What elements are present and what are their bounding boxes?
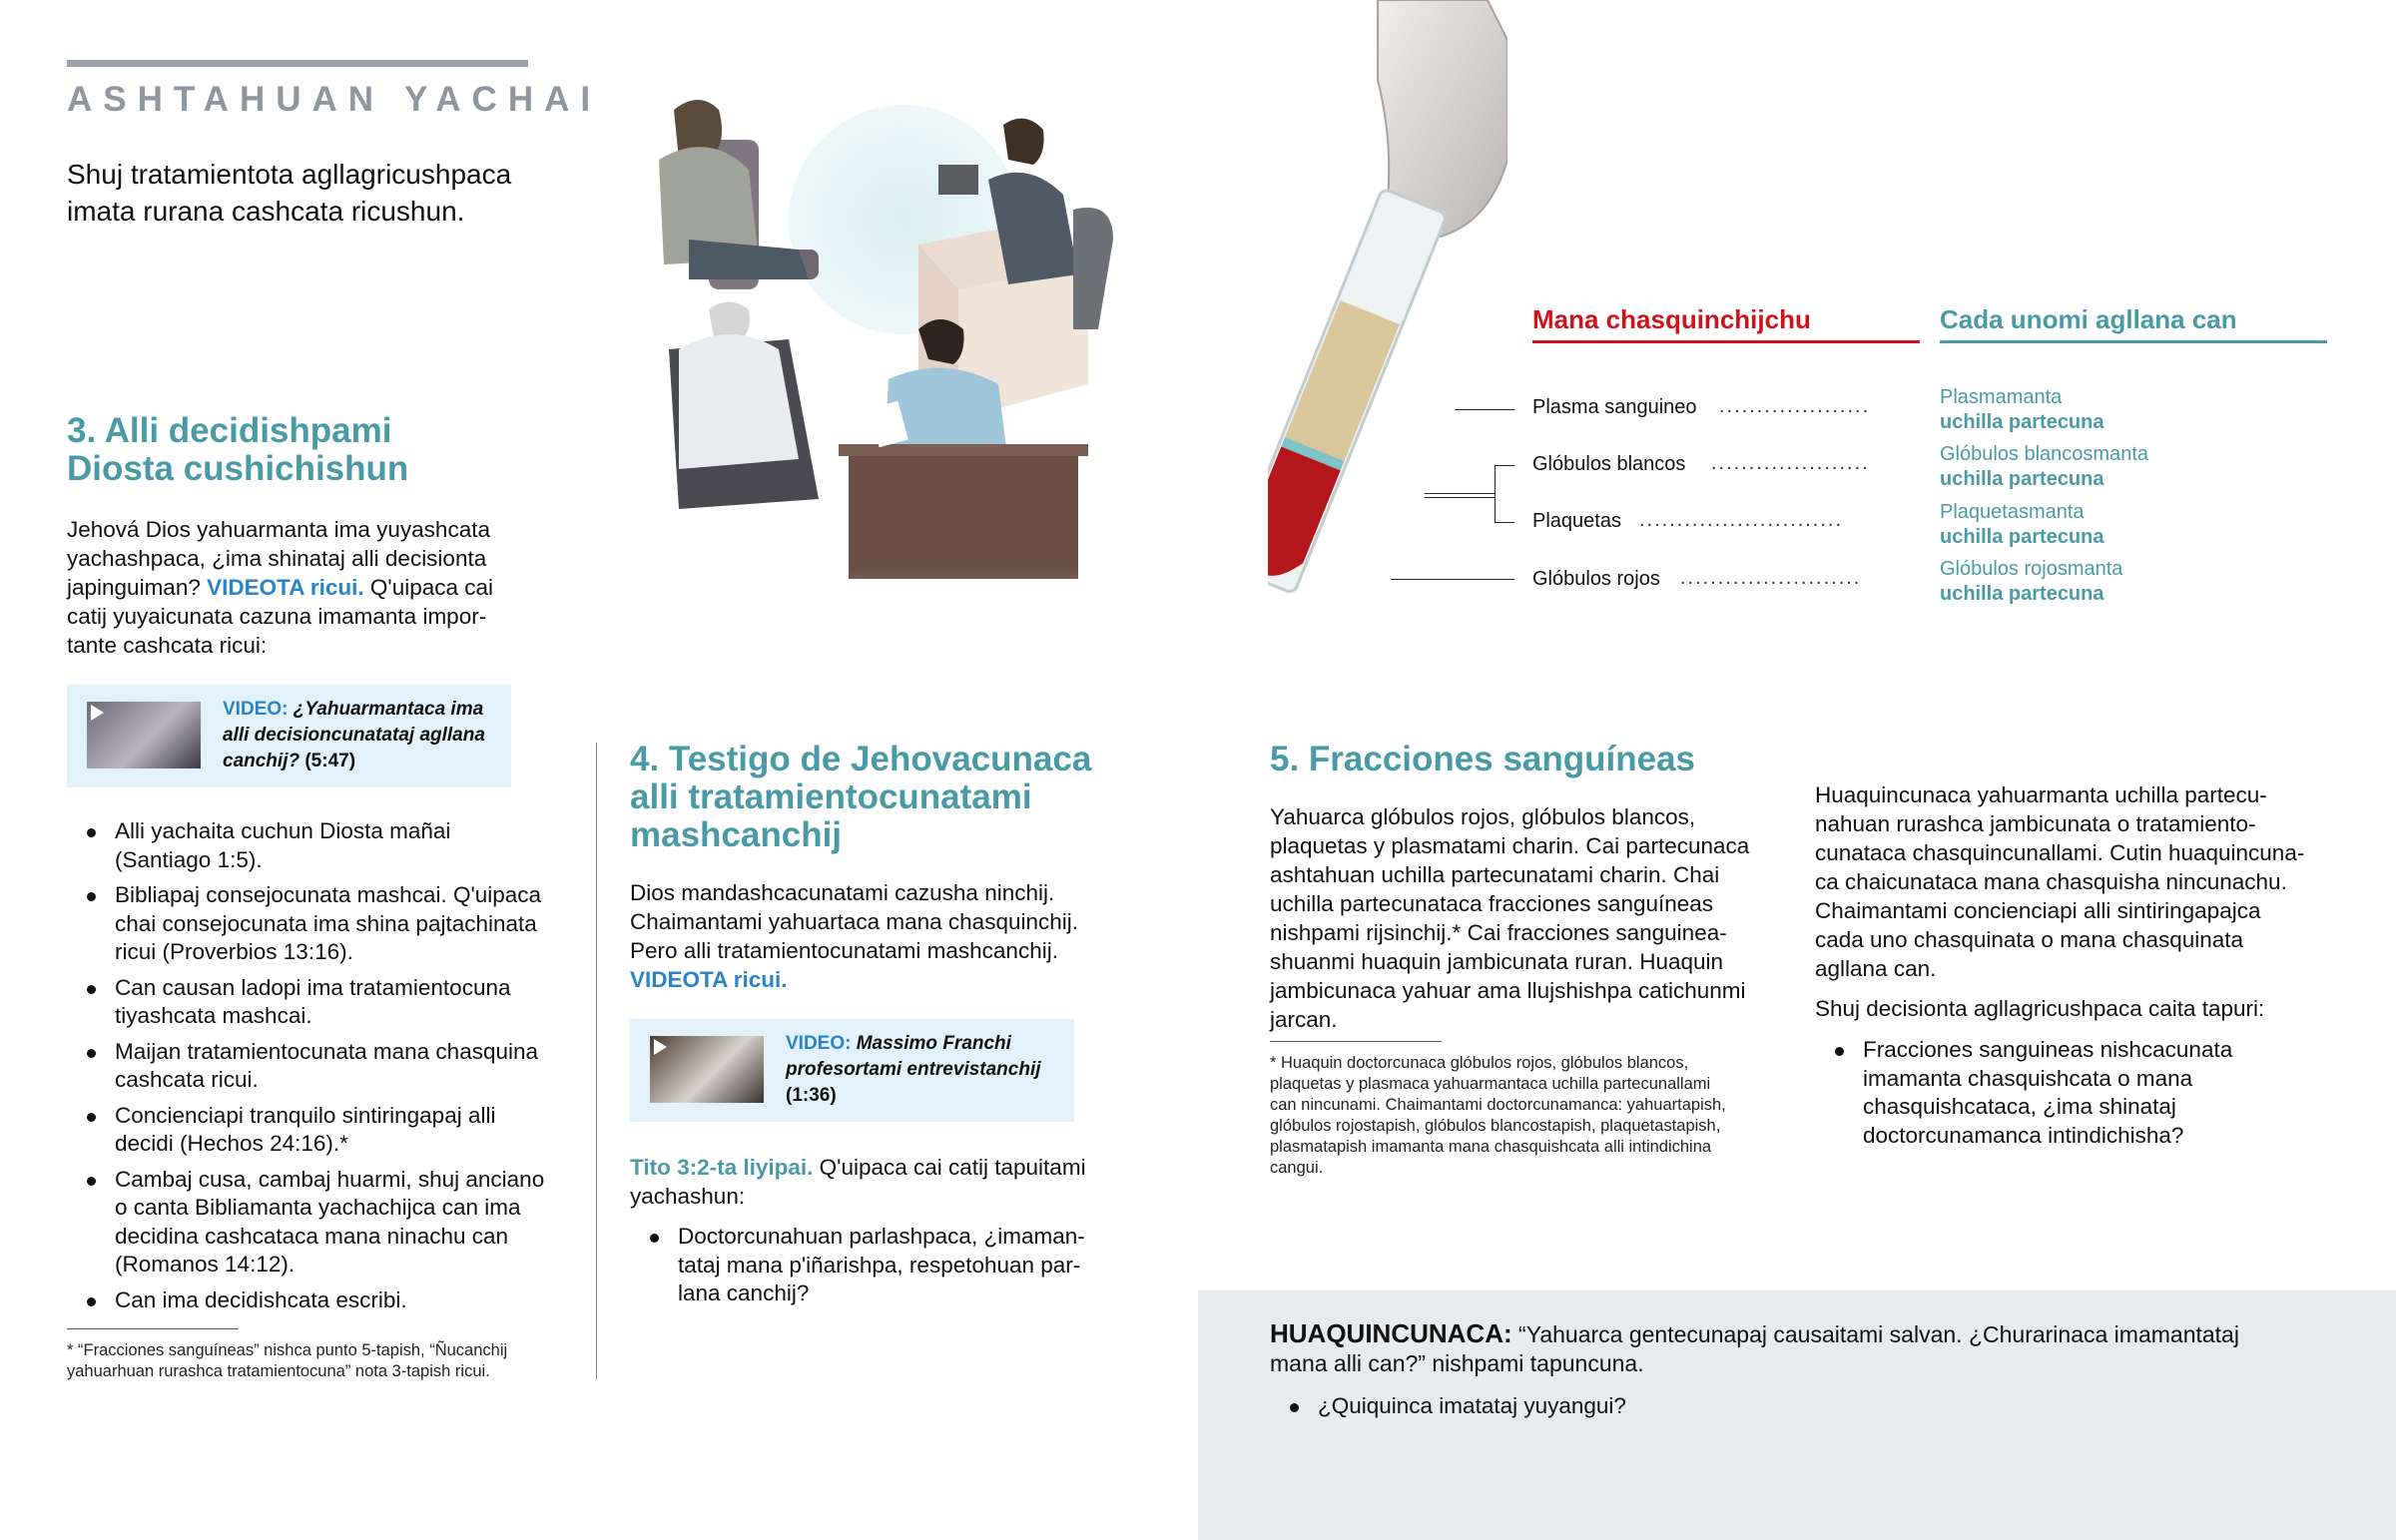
list-item: Maijan tratamientocunata mana chasquina cashcata ricui. xyxy=(67,1038,596,1095)
leader-dots: ........................ xyxy=(1680,567,1862,589)
verse-reference[interactable]: Tito 3:2-ta liyipai. xyxy=(630,1155,814,1180)
dest-red-cells: Glóbulos rojosmanta uchilla partecuna xyxy=(1940,558,2123,605)
sec5-question: Shuj decisionta agllagricushpaca caita tapuri: xyxy=(1815,996,2265,1021)
video-caption: VIDEO: Massimo Franchi profesortami entrevistanchij (1:36) xyxy=(786,1033,1041,1106)
header-rule xyxy=(67,60,528,67)
video-caption: VIDEO: ¿Yahuarmantaca ima alli decisioncunatataj agllana canchij? (5:47) xyxy=(223,699,485,771)
list-item: ¿Quiquinca imatataj yuyangui? xyxy=(1270,1392,2168,1421)
videota-ricui-link-2[interactable]: VIDEOTA ricui. xyxy=(630,967,788,992)
list-item: Can ima decidishcata escribi. xyxy=(67,1286,596,1315)
component-red-cells: Glóbulos rojos xyxy=(1532,568,1660,590)
sec5-title: 5. Fracciones sanguíneas xyxy=(1270,740,1696,778)
sec4-bullet-list xyxy=(630,1223,1189,1315)
component-white-cells: Glóbulos blancos xyxy=(1532,453,1686,475)
dest-white-cells: Glóbulos blancosmanta uchilla partecuna xyxy=(1940,443,2149,490)
leader-dots: .................... xyxy=(1719,395,1871,417)
list-item: Concienciapi tranquilo sintiringapaj alli decidi (Hechos 24:16).* xyxy=(67,1102,596,1159)
footnote-divider xyxy=(67,1328,239,1329)
sec5-footnote: * Huaquin doctorcunaca glóbulos rojos, glóbulos blancos, plaquetas y plasmaca yahuarmantaca uchilla partecunallami can nincunami. Chaimantami doctorcunamanca: yahuartapish, glóbulos rojostapish, glóbulos blancostapish, plaquetastapish, plasmatapish imamanta mana chasquishcata alli intindichina cangui. xyxy=(1270,1054,1726,1177)
red-rule xyxy=(1532,340,1920,343)
connector-line xyxy=(1425,493,1495,494)
blood-head-choose: Cada unomi agllana can xyxy=(1940,304,2237,334)
play-icon[interactable] xyxy=(654,1039,667,1055)
sec5-bullet-list xyxy=(1815,1036,2374,1157)
column-divider xyxy=(596,743,597,1379)
list-item: Bibliapaj consejocunata mashcai. Q'uipaca chai consejocunata ima shina pajtachinata ricui (Proverbios 13:16). xyxy=(67,881,596,967)
component-plasma: Plasma sanguineo xyxy=(1532,396,1697,418)
list-item: Cambaj cusa, cambaj huarmi, shuj anciano o canta Bibliamanta yachachijca can ima decidina cashcataca mana ninachu can (Romanos 14:12). xyxy=(67,1166,596,1280)
sec4-verse: Tito 3:2-ta liyipai. Q'uipaca cai catij tapuitami yachashun: xyxy=(630,1155,1086,1209)
others-bullet-list xyxy=(1270,1392,2168,1428)
lead-text: Shuj tratamientota agllagricushpaca imata rurana cashcata ricushun. xyxy=(67,159,512,227)
videota-ricui-link[interactable]: VIDEOTA ricui. xyxy=(207,575,364,600)
blood-head-reject: Mana chasquinchijchu xyxy=(1532,304,1811,334)
sec3-bullet-list xyxy=(67,817,596,1321)
video-thumbnail[interactable] xyxy=(87,702,201,769)
sec4-title: 4. Testigo de Jehovacunaca alli tratamientocunatami mashcanchij xyxy=(630,740,1092,854)
leader-dots: ..................... xyxy=(1711,452,1870,474)
footnote-divider xyxy=(1270,1041,1442,1042)
connector-line xyxy=(1495,522,1514,523)
video-thumbnail[interactable] xyxy=(650,1036,764,1103)
component-platelets: Plaquetas xyxy=(1532,510,1621,532)
sec3-paragraph: Jehová Dios yahuarmanta ima yuyashcata yachashpaca, ¿ima shinataj alli decisionta japinguiman? VIDEOTA ricui. Q'uipaca cai catij yuyaicunata cazuna imamanta impor- tante cashcata ricui: xyxy=(67,517,494,658)
consultation-illustration xyxy=(619,50,1158,729)
sec5-right-paragraph: Huaquincunaca yahuarmanta uchilla partecu- nahuan rurashca jambicunata o tratamiento- cunataca chasquincunallami. Cutin huaquincuna- ca chaicunataca mana chasquisha nincunachu. Chaimantami concienciapi alli sintiringapajca cada uno chasquinata o mana chasquinata agllana can. xyxy=(1815,782,2305,981)
section-kicker: ASHTAHUAN YACHAI xyxy=(67,80,602,119)
play-icon[interactable] xyxy=(91,705,104,721)
list-item: Fracciones sanguineas nishcacunata imamanta chasquishcata o mana chasquishcataca, ¿ima shinataj doctorcunamanca intindichisha? xyxy=(1815,1036,2374,1150)
video-card-decisions[interactable] xyxy=(67,685,511,787)
others-say-text: HUAQUINCUNACA: “Yahuarca gentecunapaj causaitami salvan. ¿Churarinaca imamantataj mana alli can?” nishpami tapuncuna. xyxy=(1270,1318,2239,1376)
dest-platelets: Plaquetasmanta uchilla partecuna xyxy=(1940,501,2104,548)
sec4-paragraph: Dios mandashcacunatami cazusha ninchij. Chaimantami yahuartaca mana chasquinchij. Pero alli tratamientocunatami mashcanchij. VIDEOTA ricui. xyxy=(630,880,1078,992)
list-item: Alli yachaita cuchun Diosta mañai (Santiago 1:5). xyxy=(67,817,596,874)
leader-dots: ........................... xyxy=(1639,509,1844,531)
dest-plasma: Plasmamanta uchilla partecuna xyxy=(1940,386,2104,433)
connector-line xyxy=(1495,465,1514,466)
connector-line xyxy=(1391,579,1514,580)
sec5-left-paragraph: Yahuarca glóbulos rojos, glóbulos blancos, plaquetas y plasmatami charin. Cai partecunaca ashtahuan uchilla partecunatami charin. Chai uchilla partecunataca fracciones sanguíneas nishpami rijsinchij.* Cai fracciones sanguinea- shuanmi huaquin jambicunata ruran. Huaquin jambicunaca yahuar ama llujshishpa catichunmi jarcan. xyxy=(1270,804,1750,1032)
connector-line xyxy=(1455,409,1514,410)
sec3-footnote: * “Fracciones sanguíneas” nishca punto 5-tapish, “Ñucanchij yahuarhuan rurashca tratamientocuna” nota 3-tapish ricui. xyxy=(67,1341,508,1380)
teal-rule xyxy=(1940,340,2327,343)
blood-tube-illustration xyxy=(1268,0,1507,649)
list-item: Doctorcunahuan parlashpaca, ¿imaman- tataj mana p'iñarishpa, respetohuan par- lana canchij? xyxy=(630,1223,1189,1308)
connector-line xyxy=(1495,465,1496,523)
sec3-title: 3. Alli decidishpami Diosta cushichishun xyxy=(67,411,409,488)
list-item: Can causan ladopi ima tratamientocuna tiyashcata mashcai. xyxy=(67,974,596,1031)
video-card-franchi[interactable] xyxy=(630,1019,1074,1122)
connector-line xyxy=(1425,497,1495,498)
